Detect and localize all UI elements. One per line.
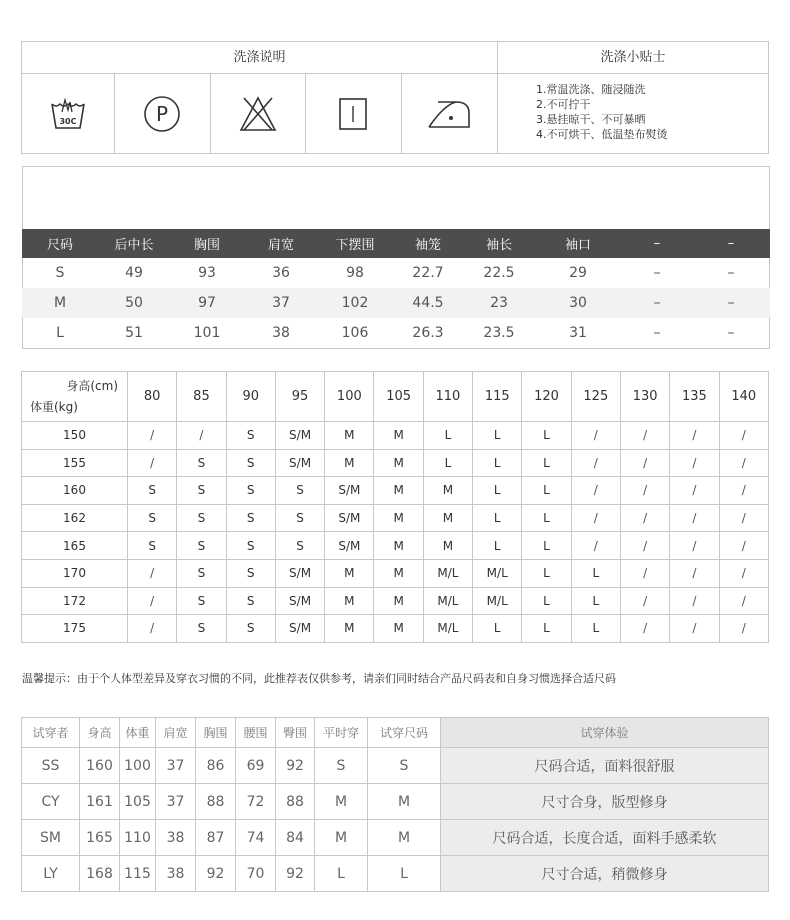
recommended-size-cell: L bbox=[473, 449, 522, 477]
washing-tips-list bbox=[536, 82, 668, 142]
size-cell: 26.3 bbox=[412, 325, 444, 341]
fitting-header-cell: 平时穿 bbox=[315, 718, 368, 748]
size-cell: – bbox=[727, 325, 735, 341]
recommended-size-cell: S/M bbox=[275, 449, 324, 477]
size-cell: – bbox=[692, 288, 770, 318]
fitting-cell: 100 bbox=[120, 748, 156, 784]
recommended-size-cell: L bbox=[522, 422, 571, 450]
size-row bbox=[22, 288, 770, 318]
size-cell: 30 bbox=[534, 288, 622, 318]
size-cell: 22.5 bbox=[483, 265, 515, 281]
fitting-cell: 165 bbox=[80, 820, 120, 856]
recommended-size-cell: / bbox=[571, 477, 620, 505]
size-cell: 93 bbox=[198, 265, 216, 281]
fitting-cell: S bbox=[368, 748, 441, 784]
recommended-size-cell: S bbox=[177, 532, 226, 560]
recommended-size-cell: / bbox=[719, 477, 768, 505]
recommended-size-cell: L bbox=[423, 449, 472, 477]
fitting-cell: 86 bbox=[196, 748, 236, 784]
recommended-size-cell: M bbox=[374, 477, 423, 505]
height-column-header: 110 bbox=[423, 372, 472, 422]
recommended-size-cell: M/L bbox=[473, 559, 522, 587]
height-column-header: 115 bbox=[473, 372, 522, 422]
weight-cell: 175 bbox=[22, 615, 128, 643]
fitting-cell: 105 bbox=[120, 784, 156, 820]
recommended-size-cell: S bbox=[177, 615, 226, 643]
care-section bbox=[21, 41, 769, 154]
fitting-header-cell: 身高 bbox=[80, 718, 120, 748]
recommended-size-cell: / bbox=[670, 559, 719, 587]
fitting-cell: 92 bbox=[276, 748, 315, 784]
recommended-size-cell: S bbox=[177, 477, 226, 505]
size-cell: – bbox=[622, 288, 692, 318]
fitting-row bbox=[22, 784, 769, 820]
recommend-header-row bbox=[22, 372, 769, 422]
fitting-header-cell: 臀围 bbox=[276, 718, 315, 748]
line-dry-icon bbox=[305, 74, 401, 154]
recommend-row bbox=[22, 615, 769, 643]
recommended-size-cell: M bbox=[325, 587, 374, 615]
recommended-size-cell: / bbox=[670, 532, 719, 560]
notice-text: 温馨提示：由于个人体型差异及穿衣习惯的不同，此推荐表仅供参考，请亲们同时结合产品尺码表和自身习惯选择合适尺码 bbox=[22, 672, 616, 685]
fitting-cell: L bbox=[368, 856, 441, 892]
tip-item: 2.不可拧干 bbox=[536, 98, 591, 111]
fitting-cell: 87 bbox=[196, 820, 236, 856]
fitting-cell: 160 bbox=[80, 748, 120, 784]
recommended-size-cell: M bbox=[374, 615, 423, 643]
recommended-size-cell: M/L bbox=[423, 615, 472, 643]
height-column-header: 120 bbox=[522, 372, 571, 422]
recommended-size-cell: / bbox=[719, 422, 768, 450]
fitting-header-cell: 试穿体验 bbox=[441, 718, 769, 748]
svg-text:30C: 30C bbox=[59, 117, 77, 126]
fitting-cell: 92 bbox=[196, 856, 236, 892]
fitting-cell: S bbox=[315, 748, 368, 784]
size-cell: 49 bbox=[125, 265, 143, 281]
recommended-size-cell: S/M bbox=[325, 532, 374, 560]
recommended-size-cell: S bbox=[275, 477, 324, 505]
iron-low-icon bbox=[401, 74, 497, 154]
recommend-row bbox=[22, 422, 769, 450]
height-column-header: 135 bbox=[670, 372, 719, 422]
recommended-size-cell: S bbox=[128, 477, 177, 505]
fitting-cell: 92 bbox=[276, 856, 315, 892]
recommend-row bbox=[22, 477, 769, 505]
recommended-size-cell: S/M bbox=[275, 615, 324, 643]
size-cell: 102 bbox=[318, 288, 392, 318]
weight-cell: 170 bbox=[22, 559, 128, 587]
height-column-header: 100 bbox=[325, 372, 374, 422]
recommend-row bbox=[22, 504, 769, 532]
height-column-header: 125 bbox=[571, 372, 620, 422]
weight-cell: 172 bbox=[22, 587, 128, 615]
recommended-size-cell: M bbox=[423, 477, 472, 505]
hand-wash-30c-icon bbox=[22, 74, 114, 154]
recommended-size-cell: S/M bbox=[325, 477, 374, 505]
header-cell: 尺码 bbox=[22, 229, 98, 258]
header-cell: 袖口 bbox=[534, 229, 622, 258]
size-cell: 98 bbox=[346, 265, 364, 281]
tip-item: 1.常温洗涤、随浸随洗 bbox=[536, 83, 646, 96]
recommended-size-cell: M bbox=[325, 559, 374, 587]
fitting-cell: M bbox=[368, 784, 441, 820]
recommend-row bbox=[22, 559, 769, 587]
fitting-header-cell: 体重 bbox=[120, 718, 156, 748]
recommended-size-cell: S bbox=[226, 615, 275, 643]
recommended-size-cell: S bbox=[226, 532, 275, 560]
size-cell: S bbox=[55, 265, 65, 281]
recommended-size-cell: M bbox=[374, 449, 423, 477]
size-chart-header bbox=[22, 229, 770, 258]
recommended-size-cell: M bbox=[325, 422, 374, 450]
height-column-header: 95 bbox=[275, 372, 324, 422]
recommended-size-cell: S/M bbox=[275, 587, 324, 615]
recommended-size-cell: S bbox=[177, 587, 226, 615]
fitting-cell: M bbox=[315, 784, 368, 820]
recommended-size-cell: L bbox=[522, 449, 571, 477]
size-cell: M bbox=[22, 288, 98, 318]
fitting-cell: SS bbox=[22, 748, 80, 784]
height-weight-corner bbox=[22, 372, 128, 422]
recommended-size-cell: / bbox=[128, 449, 177, 477]
weight-cell: 160 bbox=[22, 477, 128, 505]
recommended-size-cell: S/M bbox=[325, 504, 374, 532]
weight-cell: 162 bbox=[22, 504, 128, 532]
fitting-report-table bbox=[21, 717, 769, 892]
recommended-size-cell: L bbox=[522, 532, 571, 560]
fitting-cell: 37 bbox=[156, 748, 196, 784]
size-cell: 50 bbox=[98, 288, 170, 318]
recommended-size-cell: / bbox=[719, 504, 768, 532]
recommended-size-cell: / bbox=[670, 504, 719, 532]
recommended-size-cell: S bbox=[177, 559, 226, 587]
fitting-experience-cell: 尺码合适，长度合适，面料手感柔软 bbox=[441, 820, 769, 856]
recommended-size-cell: / bbox=[571, 504, 620, 532]
recommended-size-cell: / bbox=[620, 559, 669, 587]
recommended-size-cell: S bbox=[226, 587, 275, 615]
fitting-cell: 84 bbox=[276, 820, 315, 856]
size-cell: 36 bbox=[272, 265, 290, 281]
recommended-size-cell: S bbox=[226, 559, 275, 587]
recommended-size-cell: S bbox=[275, 504, 324, 532]
no-bleach-icon bbox=[210, 74, 305, 154]
care-title: 洗涤说明 bbox=[22, 42, 497, 74]
fitting-cell: 74 bbox=[236, 820, 276, 856]
fitting-cell: M bbox=[368, 820, 441, 856]
recommended-size-cell: / bbox=[620, 477, 669, 505]
recommended-size-cell: / bbox=[719, 615, 768, 643]
recommended-size-cell: S bbox=[226, 449, 275, 477]
size-cell: 23 bbox=[464, 288, 534, 318]
recommended-size-cell: S/M bbox=[275, 422, 324, 450]
recommended-size-cell: S/M bbox=[275, 559, 324, 587]
recommended-size-cell: / bbox=[620, 504, 669, 532]
height-column-header: 85 bbox=[177, 372, 226, 422]
recommended-size-cell: M bbox=[423, 532, 472, 560]
fitting-cell: CY bbox=[22, 784, 80, 820]
size-cell: 22.7 bbox=[412, 265, 444, 281]
recommended-size-cell: S bbox=[226, 477, 275, 505]
header-cell: 后中长 bbox=[98, 229, 170, 258]
recommended-size-cell: M bbox=[374, 587, 423, 615]
size-cell: 44.5 bbox=[392, 288, 464, 318]
recommend-row bbox=[22, 532, 769, 560]
height-label: 身高(cm) bbox=[66, 379, 118, 393]
size-cell: 38 bbox=[272, 325, 290, 341]
fitting-cell: 70 bbox=[236, 856, 276, 892]
height-column-header: 90 bbox=[226, 372, 275, 422]
fitting-header-row bbox=[22, 718, 769, 748]
height-column-header: 130 bbox=[620, 372, 669, 422]
svg-text:P: P bbox=[155, 102, 169, 126]
weight-cell: 155 bbox=[22, 449, 128, 477]
recommended-size-cell: / bbox=[128, 615, 177, 643]
fitting-header-cell: 试穿者 bbox=[22, 718, 80, 748]
fitting-header-cell: 胸围 bbox=[196, 718, 236, 748]
size-cell: 106 bbox=[341, 325, 369, 341]
recommended-size-cell: L bbox=[522, 559, 571, 587]
fitting-cell: LY bbox=[22, 856, 80, 892]
recommended-size-cell: M bbox=[374, 559, 423, 587]
dry-clean-p-icon bbox=[114, 74, 210, 154]
height-column-header: 80 bbox=[128, 372, 177, 422]
recommended-size-cell: L bbox=[473, 422, 522, 450]
fitting-cell: 110 bbox=[120, 820, 156, 856]
recommended-size-cell: L bbox=[571, 587, 620, 615]
recommended-size-cell: / bbox=[128, 559, 177, 587]
recommended-size-cell: M bbox=[325, 615, 374, 643]
size-cell: 29 bbox=[569, 265, 587, 281]
size-cell: 37 bbox=[244, 288, 318, 318]
recommended-size-cell: L bbox=[473, 532, 522, 560]
fitting-cell: SM bbox=[22, 820, 80, 856]
recommended-size-cell: M/L bbox=[423, 559, 472, 587]
fitting-experience-cell: 尺码合适，面料很舒服 bbox=[441, 748, 769, 784]
recommended-size-cell: / bbox=[620, 587, 669, 615]
recommended-size-cell: L bbox=[473, 477, 522, 505]
fitting-header-cell: 腰围 bbox=[236, 718, 276, 748]
fitting-header-cell: 试穿尺码 bbox=[368, 718, 441, 748]
recommend-row bbox=[22, 449, 769, 477]
recommended-size-cell: M bbox=[374, 504, 423, 532]
recommended-size-cell: S bbox=[275, 532, 324, 560]
recommended-size-cell: / bbox=[177, 422, 226, 450]
recommended-size-cell: / bbox=[670, 449, 719, 477]
size-chart-table bbox=[22, 229, 770, 348]
recommended-size-cell: / bbox=[719, 449, 768, 477]
recommended-size-cell: L bbox=[473, 615, 522, 643]
recommended-size-cell: / bbox=[571, 449, 620, 477]
recommended-size-cell: S bbox=[177, 449, 226, 477]
recommend-row bbox=[22, 587, 769, 615]
fitting-cell: 168 bbox=[80, 856, 120, 892]
fitting-experience-cell: 尺寸合身，版型修身 bbox=[441, 784, 769, 820]
fitting-cell: 161 bbox=[80, 784, 120, 820]
size-cell: 23.5 bbox=[483, 325, 515, 341]
fitting-cell: 115 bbox=[120, 856, 156, 892]
header-cell: 胸围 bbox=[170, 229, 244, 258]
height-column-header: 140 bbox=[719, 372, 768, 422]
fitting-cell: L bbox=[315, 856, 368, 892]
recommended-size-cell: L bbox=[571, 615, 620, 643]
fitting-cell: 72 bbox=[236, 784, 276, 820]
fitting-cell: 88 bbox=[276, 784, 315, 820]
recommended-size-cell: L bbox=[522, 615, 571, 643]
size-row bbox=[22, 318, 770, 348]
weight-cell: 150 bbox=[22, 422, 128, 450]
tip-item: 4.不可烘干、低温垫布熨烫 bbox=[536, 128, 668, 141]
size-cell: – bbox=[653, 265, 661, 281]
header-cell: 肩宽 bbox=[244, 229, 318, 258]
size-cell: 31 bbox=[569, 325, 587, 341]
recommended-size-cell: / bbox=[620, 422, 669, 450]
recommended-size-cell: M bbox=[374, 532, 423, 560]
size-cell: 51 bbox=[125, 325, 143, 341]
recommended-size-cell: S bbox=[128, 504, 177, 532]
size-row bbox=[22, 258, 770, 288]
recommended-size-cell: / bbox=[620, 449, 669, 477]
size-cell: – bbox=[727, 265, 735, 281]
recommended-size-cell: / bbox=[670, 422, 719, 450]
recommended-size-cell: / bbox=[620, 615, 669, 643]
recommended-size-cell: L bbox=[473, 504, 522, 532]
recommended-size-cell: S bbox=[226, 504, 275, 532]
recommended-size-cell: / bbox=[719, 532, 768, 560]
fitting-row bbox=[22, 856, 769, 892]
recommended-size-cell: S bbox=[226, 422, 275, 450]
tip-item: 3.悬挂晾干、不可暴晒 bbox=[536, 113, 646, 126]
header-cell: 下摆围 bbox=[318, 229, 392, 258]
fitting-experience-cell: 尺寸合适，稍微修身 bbox=[441, 856, 769, 892]
recommended-size-cell: L bbox=[522, 477, 571, 505]
recommended-size-cell: / bbox=[670, 615, 719, 643]
header-cell: – bbox=[622, 229, 692, 258]
recommended-size-cell: / bbox=[571, 422, 620, 450]
recommended-size-cell: S bbox=[177, 504, 226, 532]
recommended-size-cell: / bbox=[719, 559, 768, 587]
recommended-size-cell: / bbox=[620, 532, 669, 560]
recommended-size-cell: / bbox=[719, 587, 768, 615]
fitting-header-cell: 肩宽 bbox=[156, 718, 196, 748]
fitting-cell: 38 bbox=[156, 820, 196, 856]
size-cell: – bbox=[653, 325, 661, 341]
weight-label: 体重(kg) bbox=[30, 400, 78, 414]
fitting-cell: M bbox=[315, 820, 368, 856]
size-cell: L bbox=[56, 325, 64, 341]
header-cell: 袖长 bbox=[464, 229, 534, 258]
recommended-size-cell: / bbox=[670, 477, 719, 505]
size-recommendation-table bbox=[21, 371, 769, 643]
recommended-size-cell: M bbox=[325, 449, 374, 477]
fitting-cell: 88 bbox=[196, 784, 236, 820]
size-cell: 97 bbox=[170, 288, 244, 318]
header-cell: – bbox=[692, 229, 770, 258]
recommended-size-cell: / bbox=[571, 532, 620, 560]
recommended-size-cell: L bbox=[571, 559, 620, 587]
fitting-cell: 69 bbox=[236, 748, 276, 784]
recommended-size-cell: / bbox=[128, 422, 177, 450]
fitting-cell: 38 bbox=[156, 856, 196, 892]
recommended-size-cell: / bbox=[670, 587, 719, 615]
recommended-size-cell: / bbox=[128, 587, 177, 615]
fitting-row bbox=[22, 820, 769, 856]
size-cell: 101 bbox=[193, 325, 221, 341]
fitting-cell: 37 bbox=[156, 784, 196, 820]
recommended-size-cell: M/L bbox=[423, 587, 472, 615]
tips-title: 洗涤小贴士 bbox=[497, 42, 769, 74]
recommended-size-cell: M/L bbox=[473, 587, 522, 615]
header-cell: 袖笼 bbox=[392, 229, 464, 258]
recommended-size-cell: L bbox=[423, 422, 472, 450]
recommended-size-cell: M bbox=[374, 422, 423, 450]
fitting-row bbox=[22, 748, 769, 784]
recommended-size-cell: L bbox=[522, 504, 571, 532]
height-column-header: 105 bbox=[374, 372, 423, 422]
weight-cell: 165 bbox=[22, 532, 128, 560]
recommended-size-cell: L bbox=[522, 587, 571, 615]
recommended-size-cell: M bbox=[423, 504, 472, 532]
recommended-size-cell: S bbox=[128, 532, 177, 560]
